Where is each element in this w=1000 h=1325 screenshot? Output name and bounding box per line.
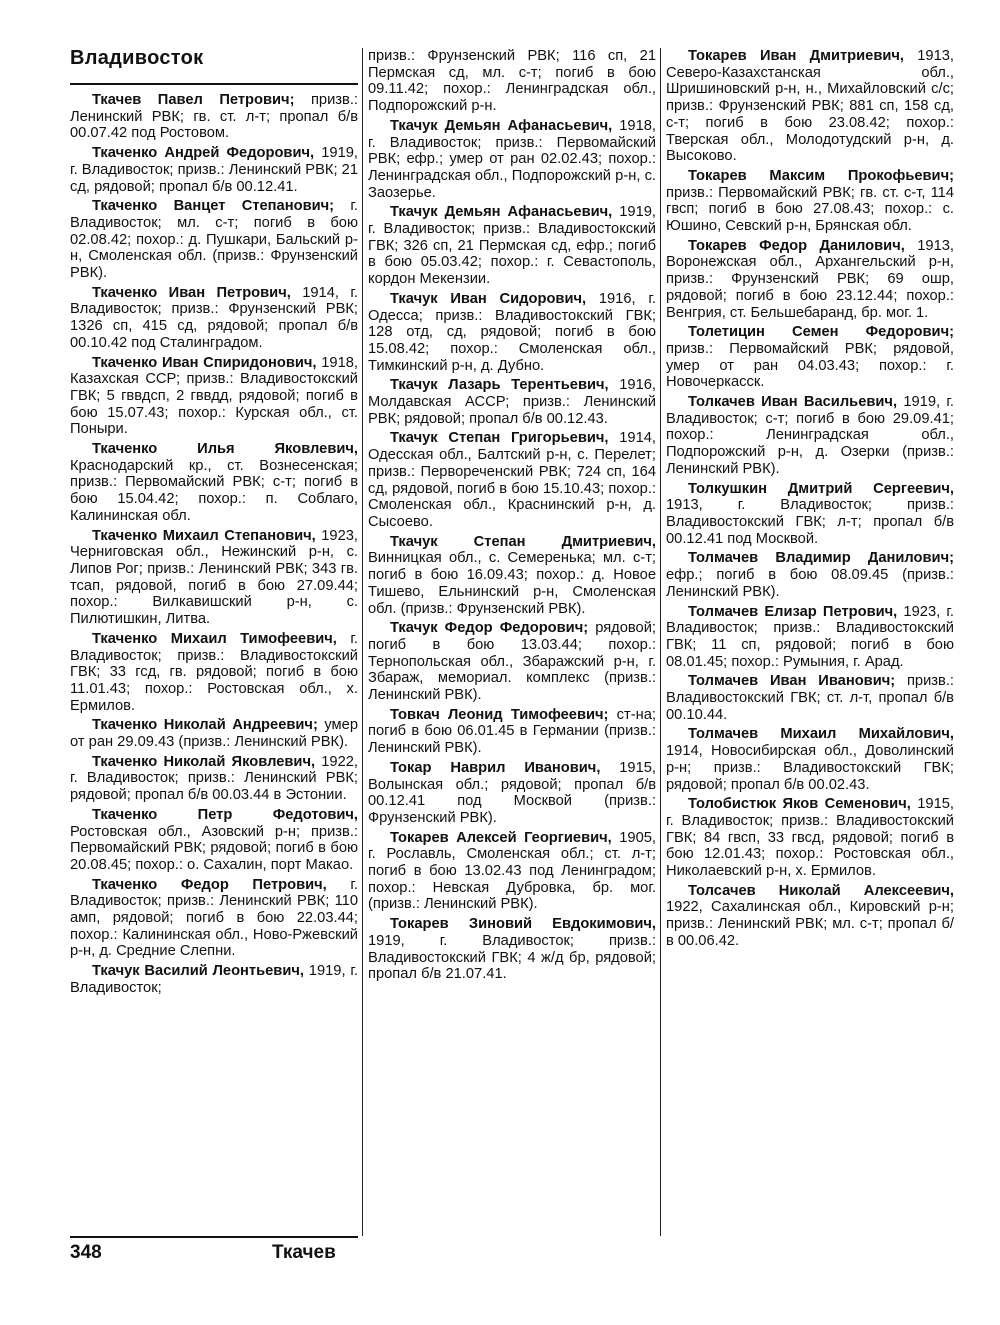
entry-details: рядовой; погиб в бою 13.03.44; похор.: Тернопольская обл., Збаражский р-н, г. Збараж, мемориал. комплекс (призв.: Ленинский РВК). bbox=[368, 620, 656, 704]
entry-details: 1914, Одесская обл., Балтский р-н, с. Перелет; призв.: Первореченский РВК; 724 сп, 164 сд, рядовой, погиб в бою 15.10.43; похор.: Смоленская обл., Краснинский р-н, д. Сысоево. bbox=[368, 430, 656, 530]
list-entry bbox=[368, 707, 656, 757]
entry-name: Толсачев Николай Алексеевич, bbox=[688, 882, 954, 899]
entry-name: Ткачук Иван Сидорович, bbox=[390, 290, 587, 307]
column-divider bbox=[362, 48, 363, 1236]
entry-name: Толмачев Елизар Петрович, bbox=[688, 603, 898, 620]
entry-details: 1919, г. Владивосток; призв.: Ленинский РВК; 21 сд, рядовой; пропал б/в 00.12.41. bbox=[70, 145, 358, 195]
entry-details: призв.: Владивостокский ГВК; ст. л-т, пропал б/в 00.10.44. bbox=[666, 673, 955, 723]
list-entry bbox=[666, 796, 954, 880]
list-entry bbox=[70, 528, 358, 628]
entry-details: умер от ран 29.09.43 (призв.: Ленинский РВК). bbox=[70, 717, 358, 751]
entry-name: Ткаченко Михаил Степанович, bbox=[92, 527, 316, 544]
list-entry bbox=[368, 291, 656, 375]
column-2 bbox=[368, 48, 656, 986]
header-rule bbox=[70, 83, 358, 85]
entry-name: Ткаченко Николай Яковлевич, bbox=[92, 753, 316, 770]
column-1 bbox=[70, 92, 358, 1000]
list-entry bbox=[666, 673, 954, 723]
entry-details: 1916, г. Одесса; призв.: Владивостокский ГВК; 128 отд, сд, рядовой; погиб в бою 15.08.42; похор.: Смоленская обл., Тимкинский р-н, д. Дубно. bbox=[368, 290, 656, 374]
list-entry bbox=[666, 726, 954, 793]
entry-name: Ткачук Степан Григорьевич, bbox=[390, 430, 609, 447]
list-entry bbox=[666, 481, 954, 548]
entry-details: призв.: Ленинский РВК; гв. ст. л-т; пропал б/в 00.07.42 под Ростовом. bbox=[70, 92, 359, 142]
list-entry bbox=[666, 394, 954, 478]
column-3 bbox=[666, 48, 954, 953]
entry-name: Ткаченко Илья Яковлевич, bbox=[92, 441, 358, 458]
list-entry bbox=[368, 204, 656, 288]
list-entry bbox=[368, 760, 656, 827]
entry-details: 1913, Воронежская обл., Архангельский р-н, призв.: Фрунзенский РВК; 69 ошр, рядовой; погиб в бою 23.12.44; похор.: Венгрия, ст. Бельшебаранд, бр. мог. 1. bbox=[666, 237, 954, 321]
list-entry bbox=[666, 238, 954, 322]
list-entry bbox=[368, 48, 656, 115]
entry-name: Ткачук Лазарь Терентьевич, bbox=[390, 377, 609, 394]
entry-name: Ткачук Степан Дмитриевич, bbox=[390, 533, 656, 550]
entry-name: Толмачев Владимир Данилович; bbox=[688, 550, 954, 567]
entry-details: 1919, г. Владивосток; bbox=[70, 963, 359, 996]
entry-name: Ткаченко Иван Петрович, bbox=[92, 284, 291, 301]
page-header-title: Владивосток bbox=[70, 47, 204, 69]
page-number: 348 bbox=[70, 1242, 102, 1263]
entry-name: Толмачев Иван Иванович; bbox=[688, 673, 896, 690]
list-entry bbox=[70, 631, 358, 715]
list-entry bbox=[666, 550, 954, 600]
entry-name: Ткаченко Петр Федотович, bbox=[92, 806, 358, 823]
list-entry bbox=[70, 441, 358, 525]
entry-name: Толетицин Семен Федорович; bbox=[688, 324, 954, 341]
entry-details: ст-на; погиб в бою 06.01.45 в Германии (призв.: Ленинский РВК). bbox=[368, 706, 656, 757]
entry-name: Ткачев Павел Петрович; bbox=[92, 92, 295, 108]
entry-details: г. Владивосток; мл. с-т; погиб в бою 02.08.42; похор.: д. Пушкари, Бальский р-н, Смоленская обл. (призв.: Фрунзенский РВК). bbox=[70, 198, 358, 282]
entry-details: призв.: Фрунзенский РВК; 116 сп, 21 Пермская сд, мл. с-т; погиб в бою 09.11.42; похор.: Ленинградская обл., Подпорожский р-н. bbox=[368, 48, 656, 115]
list-entry bbox=[70, 355, 358, 439]
list-entry bbox=[70, 963, 358, 996]
entry-name: Толкачев Иван Васильевич, bbox=[688, 394, 898, 411]
entry-name: Ткаченко Андрей Федорович, bbox=[92, 145, 315, 162]
list-entry bbox=[666, 604, 954, 671]
list-entry bbox=[70, 717, 358, 750]
entry-name: Ткаченко Николай Андреевич; bbox=[92, 717, 318, 734]
entry-details: 1914, г. Владивосток; призв.: Фрунзенский РВК; 1326 сп, 415 сд, рядовой; пропал б/в 00.10.42 под Сталинградом. bbox=[70, 284, 358, 351]
entry-name: Токарев Максим Прокофьевич; bbox=[688, 167, 954, 184]
entry-details: г. Владивосток; призв.: Владивостокский ГВК; 33 гсд, гв. рядовой; погиб в бою 11.01.43; похор.: Ростовская обл., х. Ермилов. bbox=[70, 630, 358, 714]
list-entry bbox=[70, 198, 358, 282]
list-entry bbox=[666, 48, 954, 165]
list-entry bbox=[368, 620, 656, 704]
list-entry bbox=[666, 324, 954, 391]
list-entry bbox=[368, 916, 656, 983]
running-footer-word: Ткачев bbox=[272, 1242, 336, 1263]
entry-name: Ткачук Василий Леонтьевич, bbox=[92, 963, 304, 980]
entry-name: Ткаченко Иван Спиридонович, bbox=[92, 354, 317, 371]
entry-name: Ткачук Демьян Афанасьевич, bbox=[390, 204, 613, 221]
entry-details: 1923, г. Владивосток; призв.: Владивостокский ГВК; 11 сп, рядовой; погиб в бою 08.01.45; похор.: Румыния, г. Арад. bbox=[666, 603, 955, 670]
entry-name: Толобистюк Яков Семенович, bbox=[688, 796, 911, 813]
entry-details: 1919, г. Владивосток; призв.: Владивостокский ГВК; 4 ж/д бр, рядовой; пропал б/в 21.07.41. bbox=[368, 932, 656, 983]
entry-details: 1914, Новосибирская обл., Доволинский р-н; призв.: Владивостокский ГВК; рядовой; пропал б/в 00.02.43. bbox=[666, 743, 954, 793]
entry-details: 1922, г. Владивосток; призв.: Ленинский РВК; рядовой; пропал б/в 00.03.44 в Эстонии. bbox=[70, 753, 359, 804]
entry-details: призв.: Первомайский РВК; гв. ст. с-т, 114 гвсп; погиб в бою 27.08.43; похор.: с. Юшино, Севский р-н, Брянская обл. bbox=[666, 184, 954, 235]
entry-details: 1913, г. Владивосток; призв.: Владивостокский ГВК; л-т; пропал б/в 00.12.41 под Москвой. bbox=[666, 497, 954, 547]
entry-name: Ткаченко Федор Петрович, bbox=[92, 876, 327, 893]
list-entry bbox=[70, 92, 358, 142]
entry-name: Ткачук Демьян Афанасьевич, bbox=[390, 117, 613, 134]
entry-details: 1905, г. Рославль, Смоленская обл.; ст. л-т; погиб в бою 13.02.43 под Ленинградом; похор.: Невская Дубровка, бр. мог. (призв.: Ленинский РВК). bbox=[368, 829, 656, 913]
entry-name: Токарев Иван Дмитриевич, bbox=[688, 48, 904, 64]
entry-name: Токар Наврил Иванович, bbox=[390, 759, 601, 776]
list-entry bbox=[666, 883, 954, 950]
list-entry bbox=[70, 754, 358, 804]
entry-details: 1915, Волынская обл.; рядовой; пропал б/в 00.12.41 под Москвой (призв.: Фрунзенский РВК). bbox=[368, 759, 657, 826]
entry-name: Толмачев Михаил Михайлович, bbox=[688, 726, 954, 743]
entry-name: Толкушкин Дмитрий Сергеевич, bbox=[688, 480, 954, 497]
entry-details: 1919, г. Владивосток; с-т; погиб в бою 29.09.41; похор.: Ленинградская обл., Подпорожский р-н, д. Озерки (призв.: Ленинский РВК). bbox=[666, 394, 954, 477]
entry-details: 1919, г. Владивосток; призв.: Владивостокский ГВК; 326 сп, 21 Пермская сд, ефр.; погиб в бою 05.03.42; похор.: г. Севастополь, кордон Мекензии. bbox=[368, 204, 656, 288]
footer-rule bbox=[70, 1236, 358, 1238]
entry-details: Краснодарский кр., ст. Вознесенская; призв.: Первомайский РВК; с-т; погиб в бою 15.04.42; похор.: п. Соблаго, Калининская обл. bbox=[70, 457, 358, 524]
entry-name: Токарев Зиновий Евдокимович, bbox=[390, 916, 656, 933]
entry-details: г. Владивосток; призв.: Ленинский РВК; 110 амп, рядовой; погиб в бою 22.03.44; похор.: Калининская обл., Ново-Ржевский р-н, д. Средние Слепни. bbox=[70, 876, 358, 960]
entry-details: Ростовская обл., Азовский р-н; призв.: Первомайский РВК; рядовой; погиб в бою 20.08.45; похор.: о. Сахалин, порт Макао. bbox=[70, 823, 358, 873]
entry-details: 1918, г. Владивосток; призв.: Первомайский РВК; ефр.; умер от ран 02.02.43; похор.: Ленинградская обл., Подпорожский р-н, с. Заозерье. bbox=[368, 117, 656, 201]
entry-details: 1913, Северо-Казахстанская обл., Шришиновский р-н, н., Михайловский с/с; призв.: Фрунзенский РВК; 881 сп, 158 сд, с-т; погиб в бою 23.08.42; похор.: Тверская обл., Молодотудский р-н, д. Высоково. bbox=[666, 48, 954, 165]
list-entry bbox=[368, 534, 656, 618]
entry-name: Токарев Алексей Георгиевич, bbox=[390, 829, 612, 846]
entry-details: призв.: Первомайский РВК; рядовой, умер от ран 04.03.43; похор.: г. Новочеркасск. bbox=[666, 340, 954, 391]
entry-name: Ткаченко Михаил Тимофеевич, bbox=[92, 630, 337, 647]
list-entry bbox=[368, 830, 656, 914]
list-entry bbox=[368, 118, 656, 202]
column-divider bbox=[660, 48, 661, 1236]
entry-details: Винницкая обл., с. Семеренька; мл. с-т; погиб в бою 16.09.43; похор.: д. Новое Тишево, Ельнинский р-н, Смоленская обл. (призв.: Фрунзенский РВК). bbox=[368, 550, 656, 617]
entry-details: 1915, г. Владивосток; призв.: Владивостокский ГВК; 84 гвсп, 33 гвсд, рядовой; погиб в бою 12.01.43; похор.: Ростовская обл., Николаевский р-н, х. Ермилов. bbox=[666, 796, 954, 880]
entry-name: Токарев Федор Данилович, bbox=[688, 237, 905, 254]
entry-details: 1923, Черниговская обл., Нежинский р-н, с. Липов Рог; призв.: Ленинский РВК; 343 гв. тсап, рядовой, погиб в бою 27.09.44; похор.: Вилкавишский р-н, с. Пилютишкин, Литва. bbox=[70, 527, 358, 628]
entry-details: 1918, Казахская ССР; призв.: Владивостокский ГВК; 5 гввдсп, 2 гввдд, рядовой; погиб в бою 15.07.43; похор.: Курская обл., ст. Поныри. bbox=[70, 354, 358, 438]
entry-details: 1922, Сахалинская обл., Кировский р-н; призв.: Ленинский РВК; мл. с-т; пропал б/в 00.06.42. bbox=[666, 899, 954, 949]
entry-details: 1916, Молдавская АССР; призв.: Ленинский РВК; рядовой; пропал б/в 00.12.43. bbox=[368, 377, 656, 427]
entry-details: ефр.; погиб в бою 08.09.45 (призв.: Ленинский РВК). bbox=[666, 567, 954, 600]
list-entry bbox=[70, 285, 358, 352]
entry-name: Ткаченко Ванцет Степанович; bbox=[92, 198, 335, 215]
list-entry bbox=[70, 807, 358, 874]
list-entry bbox=[666, 168, 954, 235]
entry-name: Ткачук Федор Федорович; bbox=[390, 620, 589, 637]
list-entry bbox=[368, 377, 656, 427]
entry-name: Товкач Леонид Тимофеевич; bbox=[390, 706, 609, 723]
list-entry bbox=[368, 430, 656, 530]
list-entry bbox=[70, 877, 358, 961]
list-entry bbox=[70, 145, 358, 195]
